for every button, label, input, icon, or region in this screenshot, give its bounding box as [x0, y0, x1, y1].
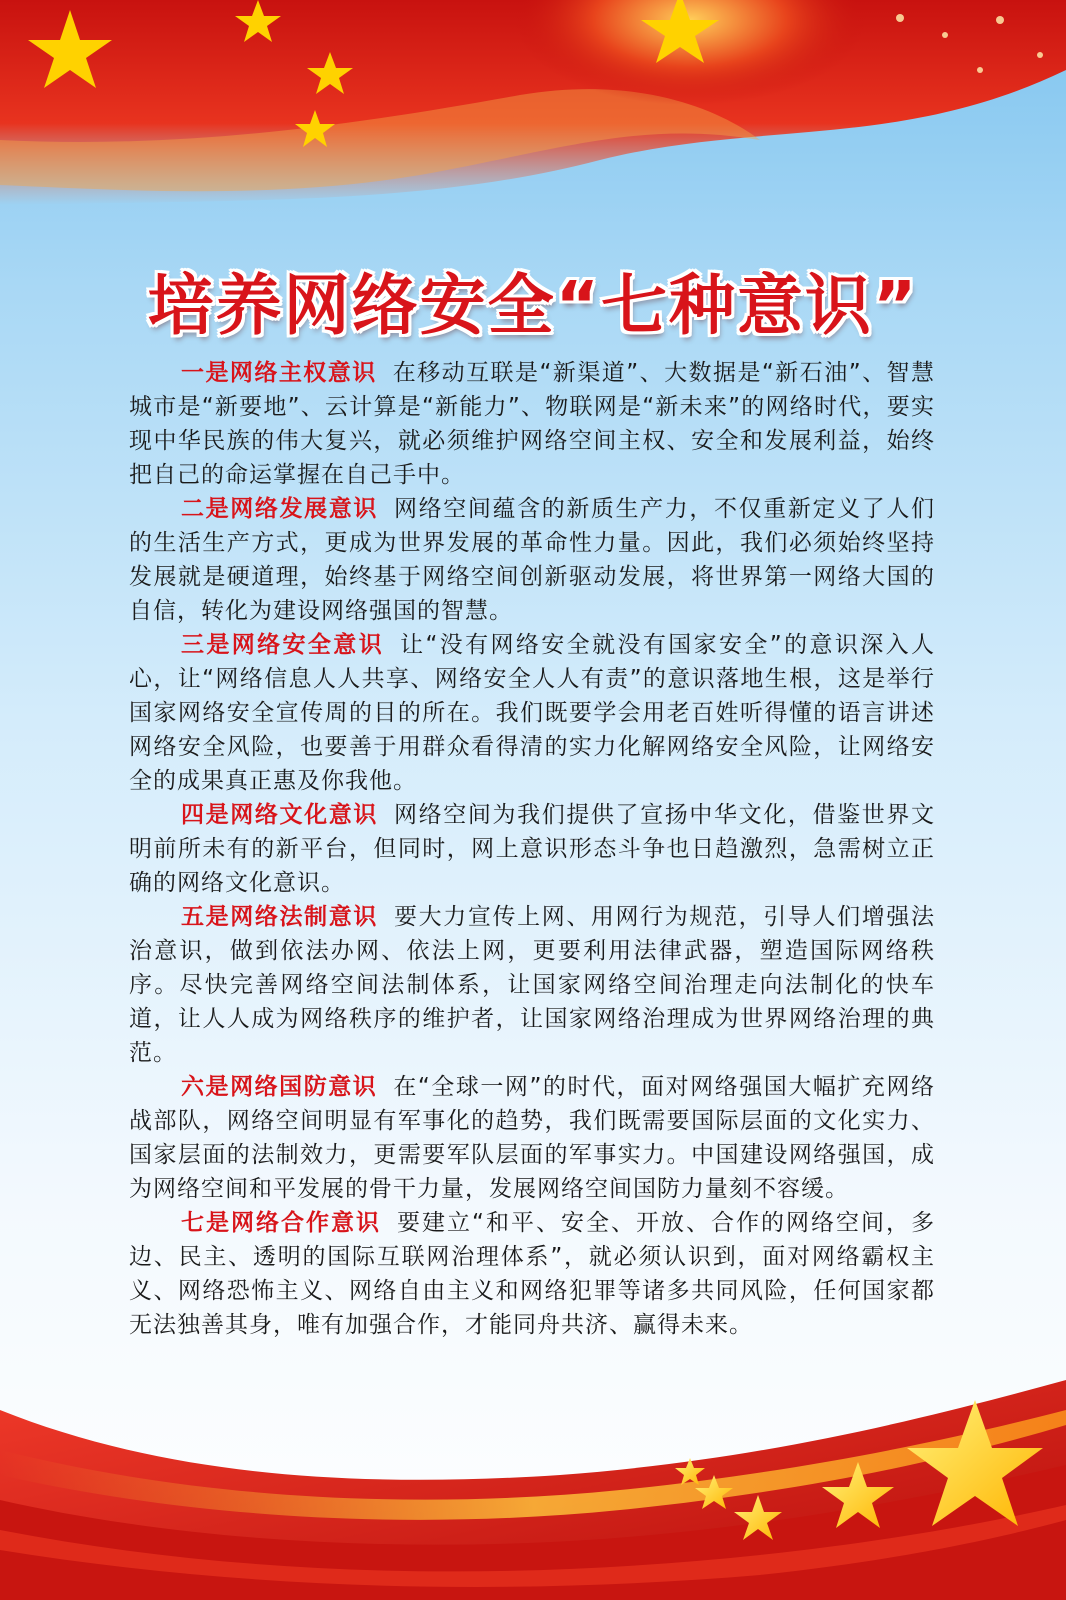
flag-banner-top — [0, 0, 1066, 230]
section-text: 让“没有网络安全就没有国家安全”的意识深入人心，让“网络信息人人共享、网络安全人人有责”的意识落地生根，这是举行国家网络安全宣传周的目的所在。我们既要学会用老百姓听得懂的语言讲述网络安全风险，也要善于用群众看得清的实力化解网络安全风险，让网络安全的成果真正惠及你我他。 — [129, 632, 935, 794]
poster-title: 培养网络安全“七种意识” — [147, 267, 919, 345]
section-heading: 二是网络发展意识 — [181, 496, 378, 522]
section-text: 要建立“和平、安全、开放、合作的网络空间，多边、民主、透明的国际互联网治理体系”，就必须认识到，面对网络霸权主义、网络恐怖主义、网络自由主义和网络犯罪等诸多共同风险，任何国家都无法独善其身，唯有加强合作，才能同舟共济、赢得未来。 — [129, 1210, 936, 1338]
section-security — [129, 628, 935, 798]
section-text: 要大力宣传上网、用网行为规范，引导人们增强法治意识，做到依法办网、依法上网，更要利用法律武器，塑造国际网络秩序。尽快完善网络空间法制体系，让国家网络空间治理走向法制化的快车道，让人人成为网络秩序的维护者，让国家网络治理成为世界网络治理的典范。 — [129, 904, 936, 1066]
section-text: 在“全球一网”的时代，面对网络强国大幅扩充网络战部队，网络空间明显有军事化的趋势，我们既需要国际层面的文化实力、国家层面的法制效力，更需要军队层面的军事实力。中国建设网络强国，成为网络空间和平发展的骨干力量，发展网络空间国防力量刻不容缓。 — [129, 1074, 935, 1202]
section-text: 网络空间为我们提供了宣扬中华文化，借鉴世界文明前所未有的新平台，但同时，网上意识形态斗争也日趋激烈，急需树立正确的网络文化意识。 — [129, 802, 936, 896]
section-culture — [129, 798, 935, 900]
content-body — [129, 356, 935, 1342]
section-cooperation — [129, 1206, 935, 1342]
section-legal — [129, 900, 935, 1070]
ribbon-banner-bottom — [0, 1380, 1066, 1600]
section-defense — [129, 1070, 935, 1206]
section-text: 在移动互联是“新渠道”、大数据是“新石油”、智慧城市是“新要地”、云计算是“新能力”、物联网是“新未来”的网络时代，要实现中华民族的伟大复兴，就必须维护网络空间主权、安全和发展利益，始终把自己的命运掌握在自己手中。 — [129, 360, 935, 488]
section-heading: 三是网络安全意识 — [181, 632, 385, 658]
section-heading: 七是网络合作意识 — [181, 1210, 382, 1236]
section-heading: 一是网络主权意识 — [181, 360, 377, 386]
section-heading: 四是网络文化意识 — [181, 802, 378, 828]
section-text: 网络空间蕴含的新质生产力，不仅重新定义了人们的生活生产方式，更成为世界发展的革命性力量。因此，我们必须始终坚持发展就是硬道理，始终基于网络空间创新驱动发展，将世界第一网络大国的自信，转化为建设网络强国的智慧。 — [129, 496, 936, 624]
section-development — [129, 492, 935, 628]
section-heading: 五是网络法制意识 — [181, 904, 378, 930]
section-sovereignty — [129, 356, 935, 492]
section-heading: 六是网络国防意识 — [181, 1074, 378, 1100]
